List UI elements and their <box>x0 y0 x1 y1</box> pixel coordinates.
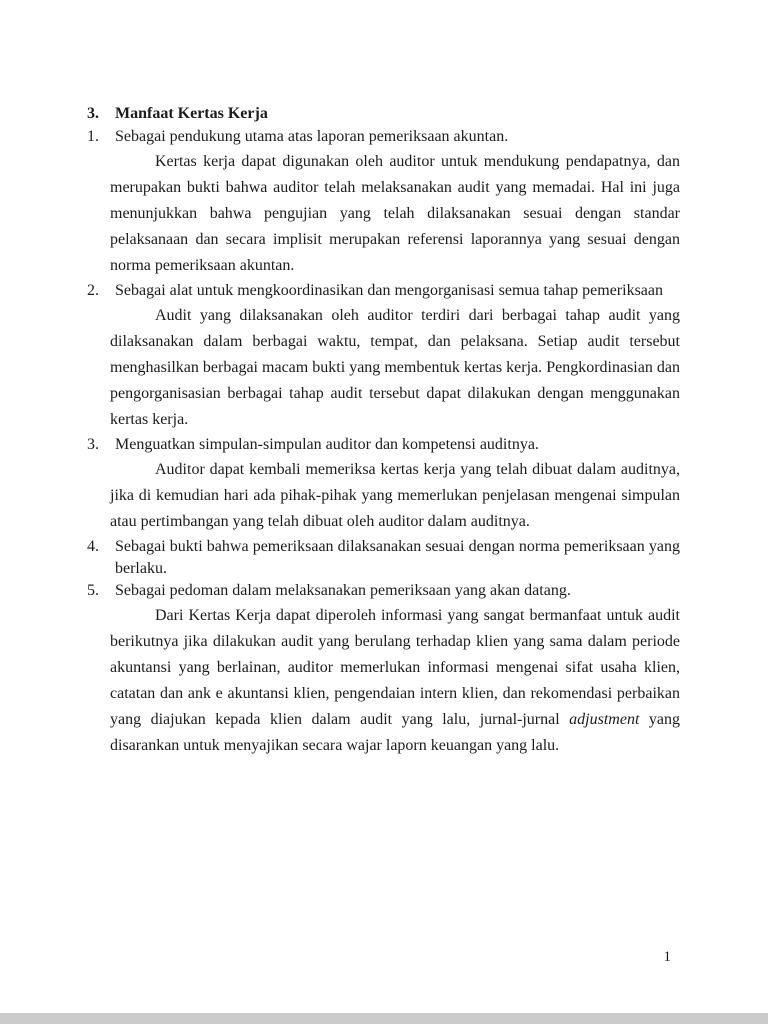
list-item-4 <box>87 536 680 580</box>
item-number: 2. <box>87 282 99 299</box>
list-item-5 <box>87 580 680 759</box>
item-body <box>110 603 680 759</box>
list-item-1 <box>87 126 680 279</box>
document-content <box>87 103 680 760</box>
item-head <box>87 126 680 148</box>
item-head <box>87 280 680 302</box>
item-body: Audit yang dilaksanakan oleh auditor terdiri dari berbagai tahap audit yang dilaksanakan dalam berbagai waktu, tempat, dan pelaksana. Setiap audit tersebut menghasilkan berbagai macam bukti yang membentuk kertas kerja. Pengkordinasian dan pengorganisasian berbagai tahap audit tersebut dapat dilakukan dengan menggunakan kertas kerja. <box>110 307 680 428</box>
item-body-italic-word: adjustment <box>569 711 640 728</box>
section-heading-number: 3. <box>87 105 99 122</box>
item-title: Sebagai pendukung utama atas laporan pemeriksaan akuntan. <box>115 128 509 145</box>
item-title: Sebagai alat untuk mengkoordinasikan dan mengorganisasi semua tahap pemeriksaan <box>115 282 663 299</box>
page-bottom-edge <box>0 1013 768 1024</box>
item-number: 4. <box>87 538 99 555</box>
page-number: 1 <box>663 949 671 965</box>
item-head <box>87 580 680 602</box>
list-item-2 <box>87 280 680 433</box>
item-head <box>87 434 680 456</box>
item-body-text: yang disarankan untuk menyajikan secara wajar laporn keuangan yang lalu. <box>110 711 680 754</box>
item-body-text: Dari Kertas Kerja dapat diperoleh informasi yang sangat bermanfaat untuk audit berikutnya jika dilakukan audit yang berulang terhadap klien yang sama dalam periode akuntansi yang berlainan, auditor memerlukan informasi mengenai sifat usaha klien, catatan dan ank e akuntansi klien, pengendaian intern klien, dan rekomendasi perbaikan yang diajukan kepada klien dalam audit yang lalu, jurnal-jurnal <box>110 607 680 728</box>
item-title: Sebagai pedoman dalam melaksanakan pemeriksaan yang akan datang. <box>115 582 571 599</box>
item-number: 5. <box>87 582 99 599</box>
item-number: 3. <box>87 436 99 453</box>
item-title: Sebagai bukti bahwa pemeriksaan dilaksanakan sesuai dengan norma pemeriksaan yang berlaku. <box>115 538 680 577</box>
item-body: Auditor dapat kembali memeriksa kertas kerja yang telah dibuat dalam auditnya, jika di kemudian hari ada pihak-pihak yang memerlukan penjelasan mengenai simpulan atau pertimbangan yang telah dibuat oleh auditor dalam auditnya. <box>110 461 680 530</box>
section-heading-title: Manfaat Kertas Kerja <box>115 105 268 122</box>
item-body: Kertas kerja dapat digunakan oleh auditor untuk mendukung pendapatnya, dan merupakan bukti bahwa auditor telah melaksanakan audit yang memadai. Hal ini juga menunjukkan bahwa pengujian yang telah dilaksanakan sesuai dengan standar pelaksanaan dan secara implisit merupakan referensi laporannya yang sesuai dengan norma pemeriksaan akuntan. <box>110 153 680 274</box>
section-heading <box>87 103 680 125</box>
item-number: 1. <box>87 128 99 145</box>
item-head <box>87 536 680 580</box>
list-item-3 <box>87 434 680 535</box>
item-title: Menguatkan simpulan-simpulan auditor dan kompetensi auditnya. <box>115 436 539 453</box>
